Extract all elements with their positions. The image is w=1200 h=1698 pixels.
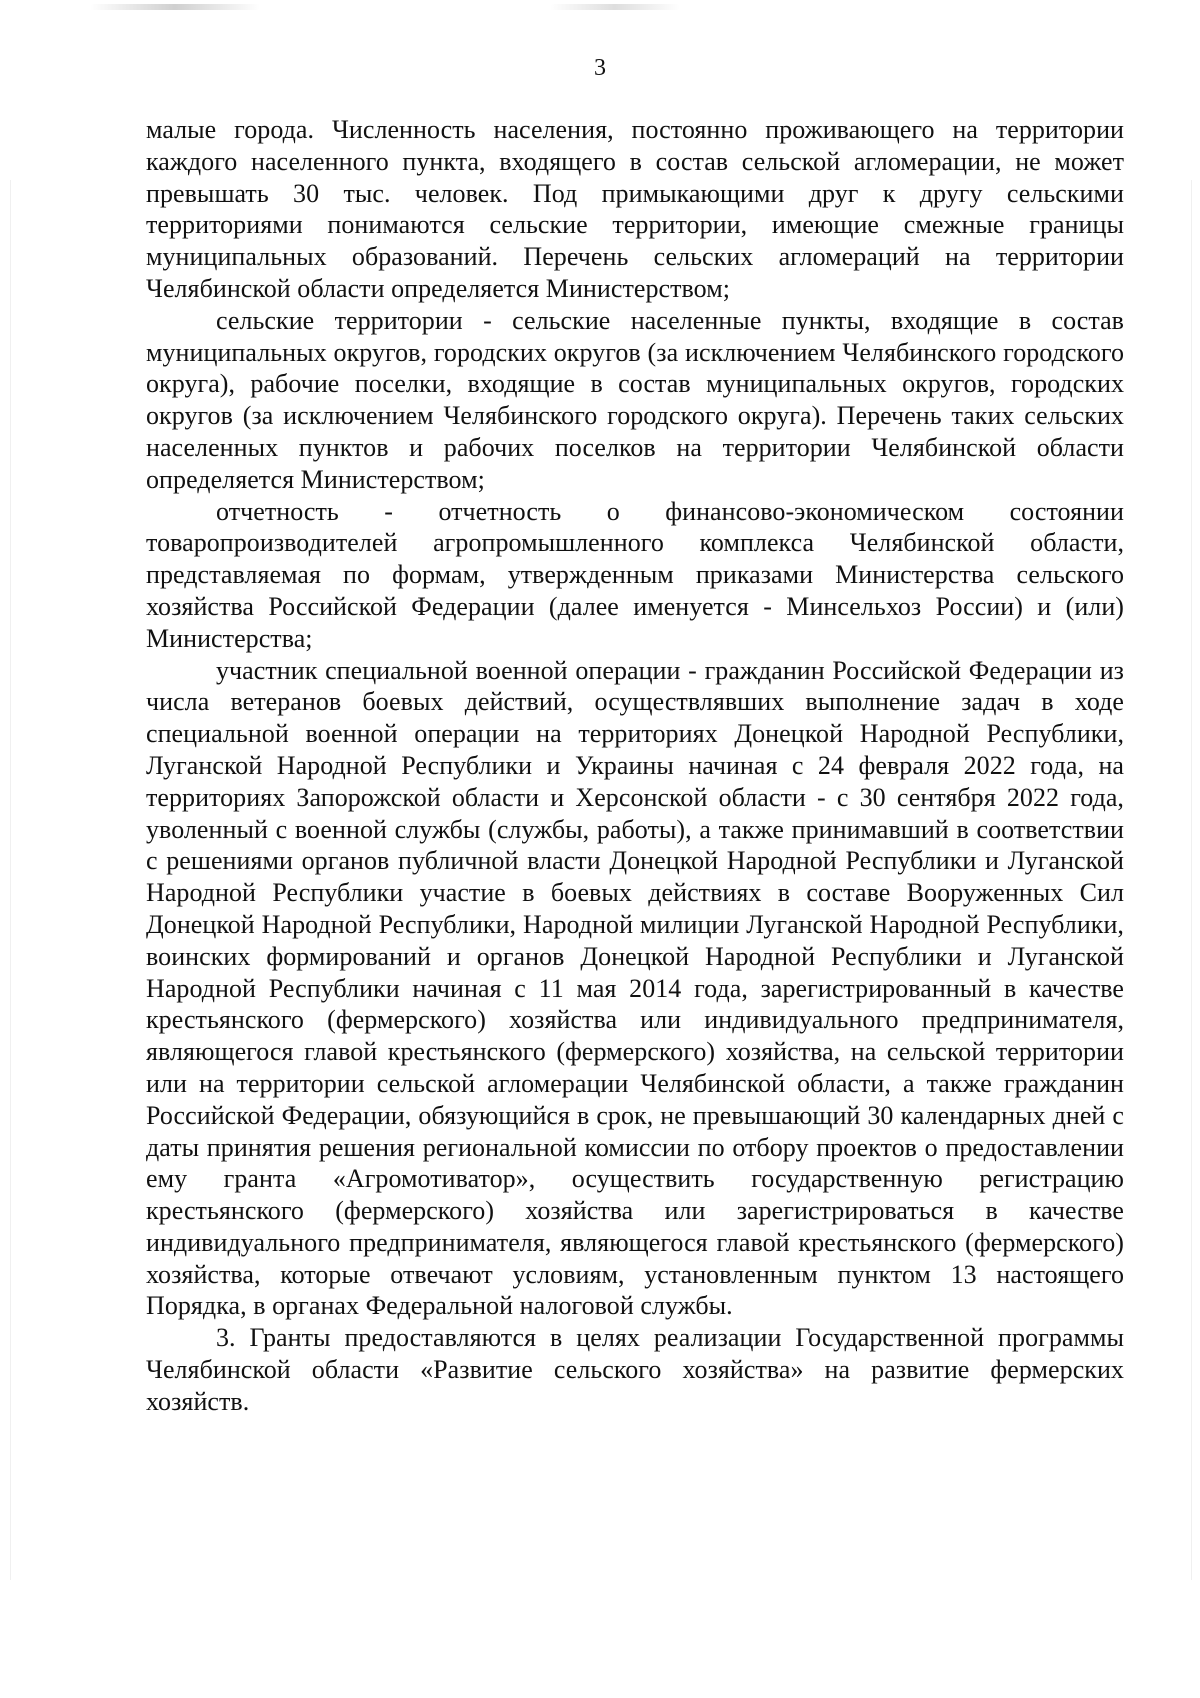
paragraph-rural-territories: сельские территории - сельские населенные пункты, входящие в состав муниципальных округов, городских округов (за исключением Челябинского городского округа), рабочие поселки, входящие в состав муниципальных округов, городских округов (за исключением Челябинского городского округа). Перечень таких сельских населенных пунктов и рабочих поселков на территории Челябинской области определяется Министерством;	[146, 305, 1124, 494]
document-body	[146, 114, 1124, 1418]
paragraph-reporting: отчетность - отчетность о финансово-экономическом состоянии товаропроизводителей агропромышленного комплекса Челябинской области, представляемая по формам, утвержденным приказами Министерства сельского хозяйства Российской Федерации (далее именуется - Минсельхоз России) и (или) Министерства;	[146, 496, 1124, 653]
paragraph-grants-purpose: 3. Гранты предоставляются в целях реализации Государственной программы Челябинской области «Развитие сельского хозяйства» на развитие фермерских хозяйств.	[146, 1323, 1124, 1416]
scan-artifact	[550, 4, 680, 10]
paragraph-rural-agglomeration: малые города. Численность населения, постоянно проживающего на территории каждого населенного пункта, входящего в состав сельской агломерации, не может превышать 30 тыс. человек. Под примыкающими друг к другу сельскими территориями понимаются сельские территории, имеющие смежные границы муниципальных образований. Перечень сельских агломераций на территории Челябинской области определяется Министерством;	[146, 115, 1124, 303]
scan-edge-line	[1191, 180, 1192, 1580]
page-number: 3	[594, 55, 606, 81]
scan-edge-line	[10, 180, 11, 1580]
scan-artifact	[90, 4, 260, 10]
paragraph-military-operation-participant: участник специальной военной операции - гражданин Российской Федерации из числа ветеранов боевых действий, осуществлявших выполнение задач в ходе специальной военной операции на территориях Донецкой Народной Республики, Луганской Народной Республики и Украины начиная с 24 февраля 2022 года, на территориях Запорожской области и Херсонской области - с 30 сентября 2022 года, уволенный с военной службы (службы, работы), а также принимавший в соответствии с решениями органов публичной власти Донецкой Народной Республики и Луганской Народной Республики участие в боевых действиях в составе Вооруженных Сил Донецкой Народной Республики, Народной милиции Луганской Народной Республики, воинских формирований и органов Донецкой Народной Республики и Луганской Народной Республики начиная с 11 мая 2014 года, зарегистрированный в качестве крестьянского (фермерского) хозяйства или индивидуального предпринимателя, являющегося главой крестьянского (фермерского) хозяйства, на сельской территории или на территории сельской агломерации Челябинской области, а также гражданин Российской Федерации, обязующийся в срок, не превышающий 30 календарных дней с даты принятия решения региональной комиссии по отбору проектов о предоставлении ему гранта «Агромотиватор», осуществить государственную регистрацию крестьянского (фермерского) хозяйства или зарегистрироваться в качестве индивидуального предпринимателя, являющегося главой крестьянского (фермерского) хозяйства, которые отвечают условиям, установленным пунктом 13 настоящего Порядка, в органах Федеральной налоговой службы.	[146, 655, 1124, 1321]
